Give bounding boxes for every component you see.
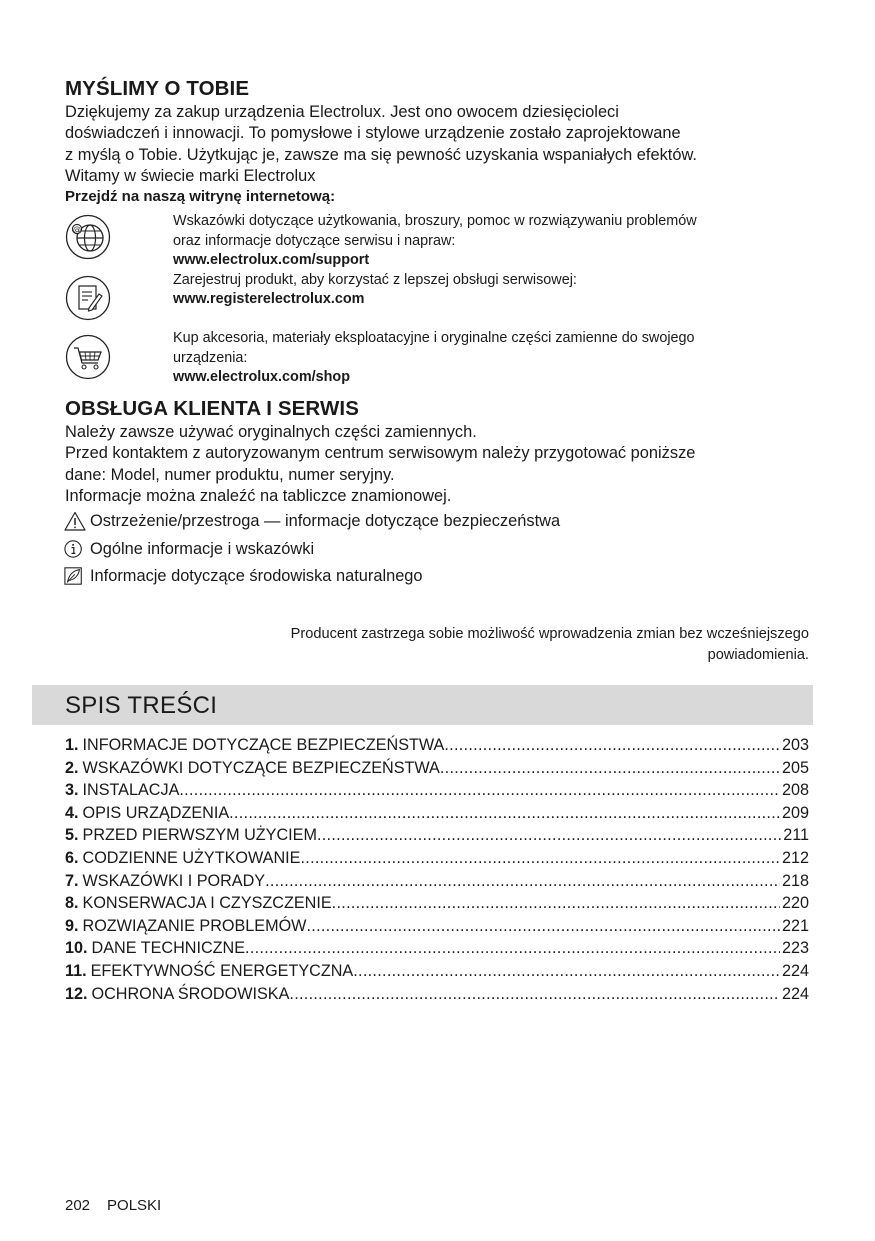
intro-line: z myślą o Tobie. Użytkując je, zawsze ma się pewność uzyskania wspaniałych efektów. — [65, 145, 697, 164]
service-line: Informacje można znaleźć na tabliczce znamionowej. — [65, 486, 452, 505]
globe-icon — [65, 214, 111, 260]
disclaimer-line: Producent zastrzega sobie możliwość wprowadzenia zmian bez wcześniejszego — [290, 626, 809, 642]
toc-entry[interactable] — [65, 985, 809, 1008]
intro-section — [65, 77, 697, 205]
toc-leader — [440, 759, 780, 778]
toc-entry[interactable] — [65, 826, 809, 849]
support-text-line: oraz informacje dotyczące serwisu i napraw: — [173, 232, 456, 249]
toc-entry-label: OPIS URZĄDZENIA — [82, 803, 230, 822]
toc-entry[interactable] — [65, 759, 809, 782]
toc-entry-label: WSKAZÓWKI DOTYCZĄCE BEZPIECZEŃSTWA — [82, 758, 440, 777]
toc-leader — [444, 736, 780, 755]
toc-entry-number: 12. — [65, 984, 88, 1003]
toc-entry-label: CODZIENNE UŻYTKOWANIE — [82, 848, 301, 867]
toc-entry-number: 5. — [65, 826, 79, 845]
toc-entry-page: 224 — [781, 961, 809, 980]
toc-entry-number: 6. — [65, 848, 79, 867]
toc-entry-page: 205 — [781, 758, 809, 777]
website-prompt: Przejdź na naszą witrynę internetową: — [65, 188, 336, 206]
toc-entry-page: 218 — [781, 871, 809, 890]
service-heading: OBSŁUGA KLIENTA I SERWIS — [65, 397, 359, 420]
toc-entry[interactable] — [65, 939, 809, 962]
support-info — [173, 212, 697, 310]
info-circle-icon — [64, 539, 84, 559]
toc-entry-number: 1. — [65, 736, 79, 754]
toc-entry-label: DANE TECHNICZNE — [91, 939, 246, 958]
service-paragraph — [65, 422, 695, 507]
disclaimer — [291, 624, 809, 666]
toc-entry[interactable] — [65, 872, 809, 895]
toc-entry-label: INSTALACJA — [82, 781, 180, 800]
toc-leader — [300, 849, 780, 868]
shop-info — [173, 329, 695, 388]
shopping-cart-icon — [65, 334, 111, 380]
toc-entry-page: 209 — [781, 803, 809, 822]
intro-paragraph — [65, 102, 697, 187]
toc-entry-page: 208 — [781, 781, 809, 800]
table-of-contents — [65, 736, 809, 1007]
toc-entry-page: 221 — [781, 916, 809, 935]
toc-entry[interactable] — [65, 849, 809, 872]
toc-entry-label: ROZWIĄZANIE PROBLEMÓW — [82, 916, 307, 935]
toc-entry-label: OCHRONA ŚRODOWISKA — [91, 984, 290, 1003]
toc-leader — [332, 894, 780, 913]
note-environment — [64, 566, 423, 586]
toc-leader — [179, 781, 780, 800]
intro-line: Dziękujemy za zakup urządzenia Electrolux. Jest ono owocem dziesięcioleci — [65, 103, 619, 121]
toc-entry-number: 10. — [65, 939, 88, 958]
leaf-icon — [64, 566, 84, 586]
disclaimer-line: powiadomienia. — [707, 647, 809, 663]
toc-entry[interactable] — [65, 781, 809, 804]
toc-entry[interactable] — [65, 736, 809, 759]
page-number: 202 — [65, 1197, 91, 1214]
toc-entry-number: 9. — [65, 916, 79, 935]
toc-entry-page: 211 — [783, 826, 809, 845]
shop-link[interactable]: www.electrolux.com/shop — [173, 369, 350, 385]
toc-leader — [353, 962, 780, 981]
toc-entry-page: 212 — [781, 848, 809, 867]
service-line: Należy zawsze używać oryginalnych części zamiennych. — [65, 423, 477, 441]
toc-leader — [265, 872, 780, 891]
register-link[interactable]: www.registerelectrolux.com — [173, 291, 365, 307]
toc-entry[interactable] — [65, 962, 809, 985]
shop-text-line: urządzenia: — [173, 349, 248, 366]
toc-leader — [245, 939, 780, 958]
toc-entry-label: WSKAZÓWKI I PORADY — [82, 871, 266, 890]
toc-entry[interactable] — [65, 804, 809, 827]
toc-entry-number: 11. — [65, 961, 87, 980]
toc-entry[interactable] — [65, 917, 809, 940]
toc-entry-number: 3. — [65, 781, 79, 800]
warning-triangle-icon — [64, 511, 86, 531]
page-footer — [65, 1197, 161, 1214]
toc-entry-label: INFORMACJE DOTYCZĄCE BEZPIECZEŃSTWA — [82, 736, 445, 754]
register-text-line: Zarejestruj produkt, aby korzystać z lepszej obsługi serwisowej: — [173, 271, 577, 288]
toc-entry-page: 223 — [781, 939, 809, 958]
footer-language: POLSKI — [107, 1197, 162, 1214]
intro-line: Witamy w świecie marki Electrolux — [65, 166, 316, 185]
register-pen-icon — [65, 275, 111, 321]
service-line: Przed kontaktem z autoryzowanym centrum serwisowym należy przygotować poniższe — [65, 444, 696, 463]
intro-line: doświadczeń i innowacji. To pomysłowe i stylowe urządzenie zostało zaprojektowane — [65, 124, 681, 143]
shop-text-line: Kup akcesoria, materiały eksploatacyjne i oryginalne części zamienne do swojego — [173, 330, 695, 346]
svg-text:@: @ — [73, 225, 81, 234]
toc-entry-number: 7. — [65, 871, 79, 890]
note-info — [64, 539, 314, 559]
service-section — [65, 397, 695, 507]
service-line: dane: Model, numer produktu, numer seryjny. — [65, 465, 395, 484]
toc-header — [32, 685, 813, 725]
toc-entry-label: EFEKTYWNOŚĆ ENERGETYCZNA — [90, 961, 354, 980]
support-text-line: Wskazówki dotyczące użytkowania, broszury, pomoc w rozwiązywaniu problemów — [173, 213, 697, 229]
toc-entry-number: 2. — [65, 758, 79, 777]
toc-entry-number: 4. — [65, 803, 79, 822]
toc-entry-page: 224 — [781, 984, 809, 1003]
intro-heading: MYŚLIMY O TOBIE — [65, 77, 250, 100]
toc-entry-page: 203 — [781, 736, 809, 754]
toc-leader — [317, 826, 781, 845]
toc-entry-label: KONSERWACJA I CZYSZCZENIE — [82, 894, 332, 913]
note-warning-text: Ostrzeżenie/przestroga — informacje dotyczące bezpieczeństwa — [90, 511, 561, 530]
note-warning — [64, 511, 560, 531]
toc-entry[interactable] — [65, 894, 809, 917]
toc-entry-page: 220 — [781, 894, 809, 913]
toc-leader — [289, 985, 780, 1004]
toc-leader — [229, 804, 780, 823]
note-environment-text: Informacje dotyczące środowiska naturalnego — [90, 566, 423, 585]
support-link[interactable]: www.electrolux.com/support — [173, 252, 370, 268]
note-info-text: Ogólne informacje i wskazówki — [90, 539, 315, 558]
toc-entry-number: 8. — [65, 894, 79, 913]
toc-leader — [306, 917, 780, 936]
toc-entry-label: PRZED PIERWSZYM UŻYCIEM — [82, 826, 317, 845]
toc-title: SPIS TREŚCI — [65, 692, 218, 719]
